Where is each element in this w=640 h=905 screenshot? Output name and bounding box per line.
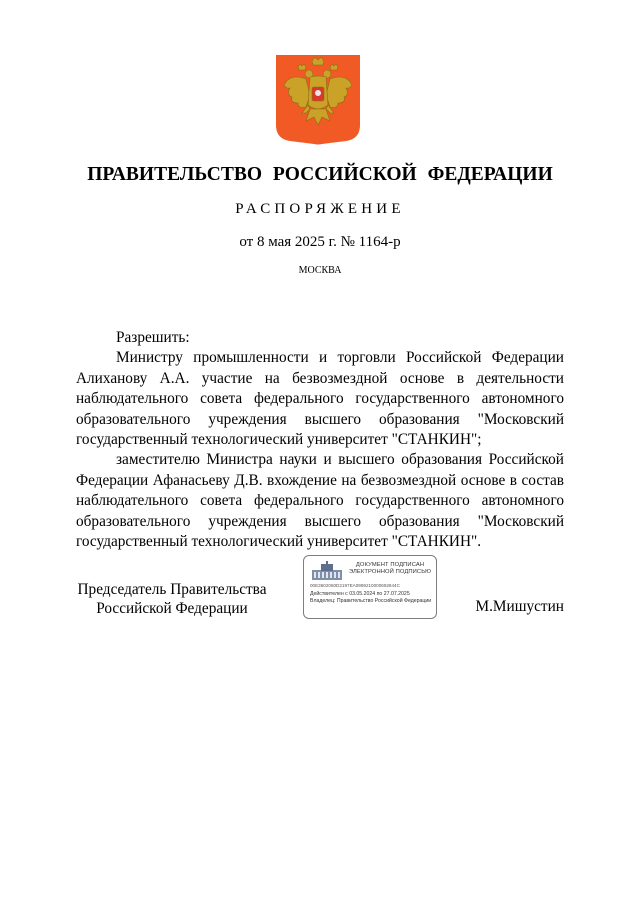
document-city: МОСКВА <box>298 265 342 276</box>
signatory-name: М.Мишустин <box>475 598 564 615</box>
stamp-heading-line2: ЭЛЕКТРОННОЙ ПОДПИСЬЮ <box>348 569 432 575</box>
body-paragraph: заместителю Министра науки и высшего образования Российской Федерации Афанасьеву Д.В. вхождение на безвозмездной основе в состав наблюдательного совета федерального государственного автономного образовательного учреждения высшего образования "Московский государственный технологический университет "СТАНКИН". <box>76 451 564 551</box>
government-building-icon <box>310 561 344 581</box>
document-body <box>76 328 564 552</box>
certificate-serial: 00E3602060D2197EA0999210000692844C <box>310 583 400 588</box>
stamp-heading <box>346 562 434 576</box>
signatory-position-line2: Российской Федерации <box>96 600 248 617</box>
russian-coat-of-arms-icon <box>276 55 360 145</box>
document-date-number: от 8 мая 2025 г. № 1164-р <box>239 234 401 250</box>
signatory-position <box>74 580 270 618</box>
stamp-heading-line1: ДОКУМЕНТ ПОДПИСАН <box>355 562 425 568</box>
certificate-validity: Действителен с 03.05.2024 по 27.07.2025 <box>310 591 410 597</box>
government-title: ПРАВИТЕЛЬСТВО РОССИЙСКОЙ ФЕДЕРАЦИИ <box>87 164 553 185</box>
body-paragraph: Министру промышленности и торговли Российской Федерации Алиханову А.А. участие на безвозмездной основе в деятельности наблюдательного совета федерального государственного автономного образовательного учреждения высшего образования "Московский государственный технологический университет "СТАНКИН"; <box>76 349 564 449</box>
coat-of-arms-emblem <box>276 55 360 145</box>
certificate-owner: Владелец: Правительство Российской Федерации <box>310 598 432 604</box>
signatory-position-line1: Председатель Правительства <box>77 581 267 598</box>
document-type: РАСПОРЯЖЕНИЕ <box>235 201 405 217</box>
electronic-signature-stamp <box>303 555 437 619</box>
body-paragraph: Разрешить: <box>116 329 190 346</box>
